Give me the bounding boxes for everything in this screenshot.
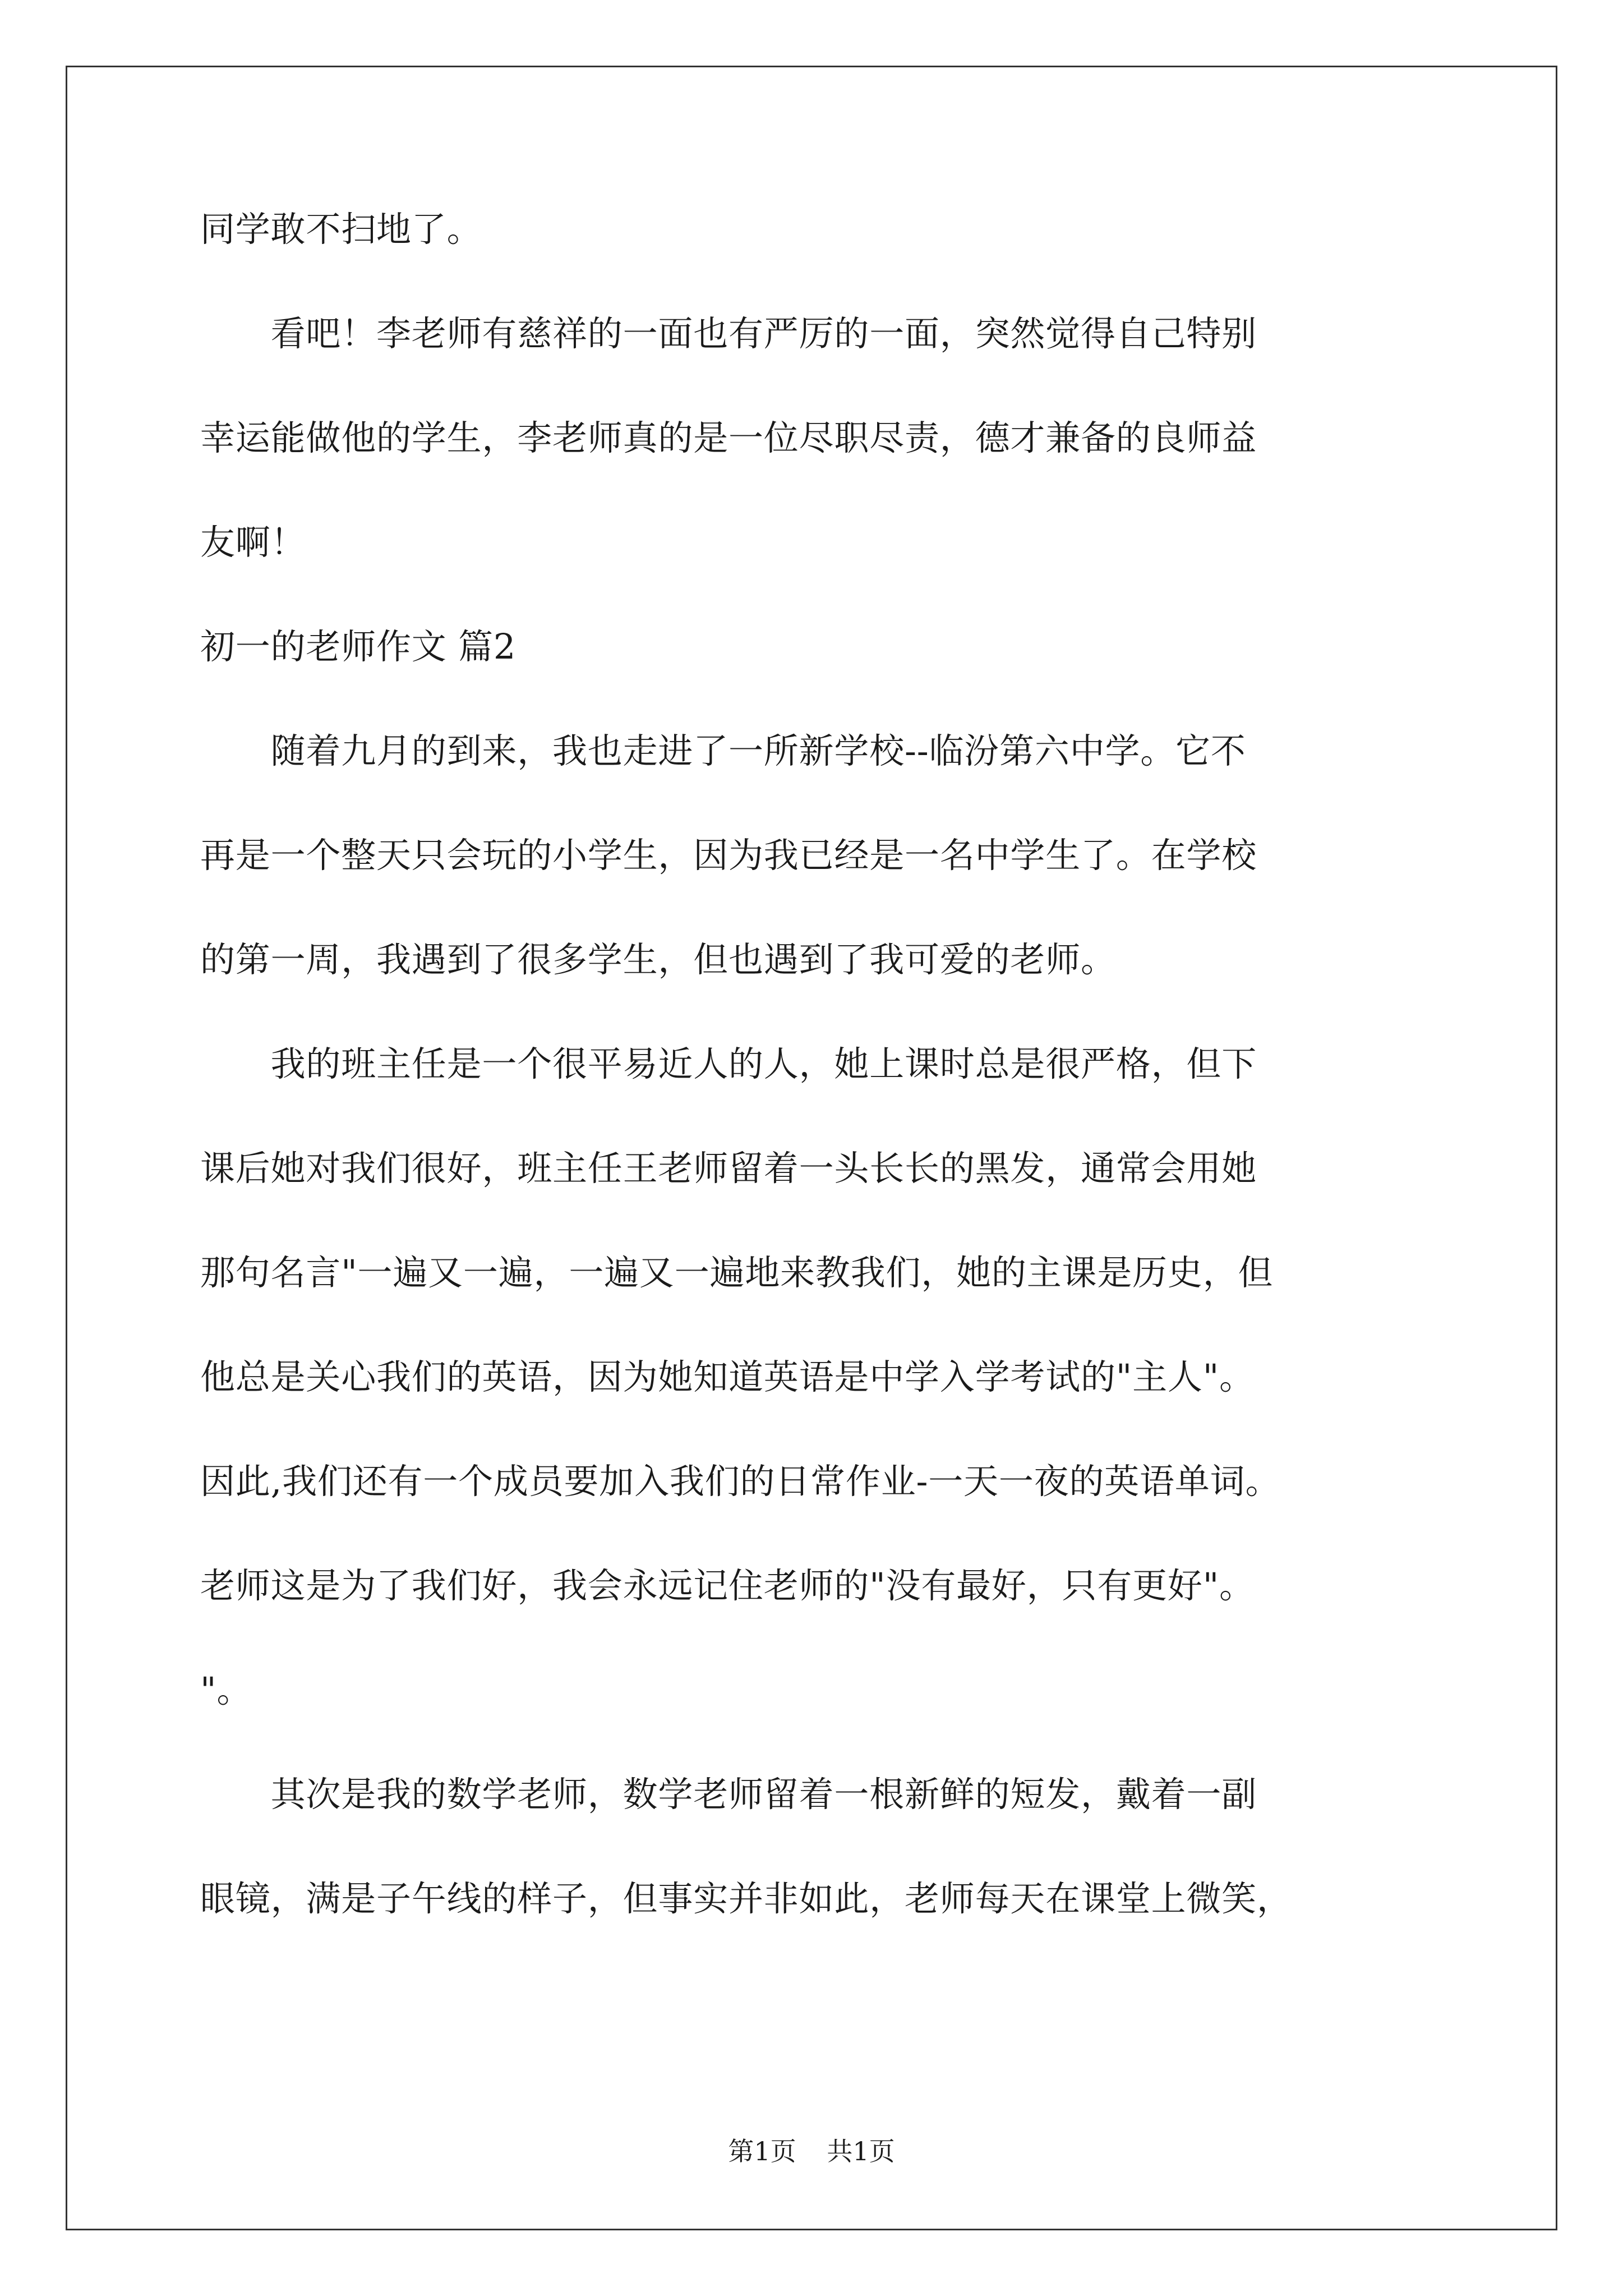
page-footer	[0, 2137, 1623, 2165]
page-number: 第1页	[728, 2136, 796, 2166]
text-line: 同学敢不扫地了。	[200, 209, 482, 250]
text-line: 那句名言"一遍又一遍，一遍又一遍地来教我们，她的主课是历史，但	[200, 1252, 1274, 1293]
text-line: 幸运能做他的学生，李老师真的是一位尽职尽责，德才兼备的良师益	[200, 417, 1257, 458]
section-heading: 初一的老师作文 篇2	[200, 626, 517, 667]
text-line: "。	[200, 1669, 252, 1710]
text-line: 老师这是为了我们好，我会永远记住老师的"没有最好，只有更好"。	[200, 1565, 1255, 1606]
text-line: 课后她对我们很好，班主任王老师留着一头长长的黑发，通常会用她	[200, 1148, 1257, 1189]
paragraph-line: 其次是我的数学老师，数学老师留着一根新鲜的短发，戴着一副	[200, 1774, 1257, 1815]
text-line: 的第一周，我遇到了很多学生，但也遇到了我可爱的老师。	[200, 939, 1116, 980]
paragraph-line: 看吧！李老师有慈祥的一面也有严厉的一面，突然觉得自己特别	[200, 313, 1257, 354]
text-line: 因此,我们还有一个成员要加入我们的日常作业-一天一夜的英语单词。	[200, 1461, 1281, 1502]
page-total: 共1页	[827, 2136, 895, 2166]
paragraph-line: 我的班主任是一个很平易近人的人，她上课时总是很严格，但下	[200, 1043, 1257, 1084]
text-line: 再是一个整天只会玩的小学生，因为我已经是一名中学生了。在学校	[200, 835, 1257, 876]
text-line: 友啊！	[200, 522, 306, 563]
document-body	[200, 209, 1434, 1986]
text-line: 他总是关心我们的英语，因为她知道英语是中学入学考试的"主人"。	[200, 1356, 1255, 1397]
paragraph-line: 随着九月的到来，我也走进了一所新学校--临汾第六中学。它不	[200, 730, 1246, 771]
text-line: 眼镜，满是子午线的样子，但事实并非如此，老师每天在课堂上微笑，	[200, 1878, 1292, 1919]
